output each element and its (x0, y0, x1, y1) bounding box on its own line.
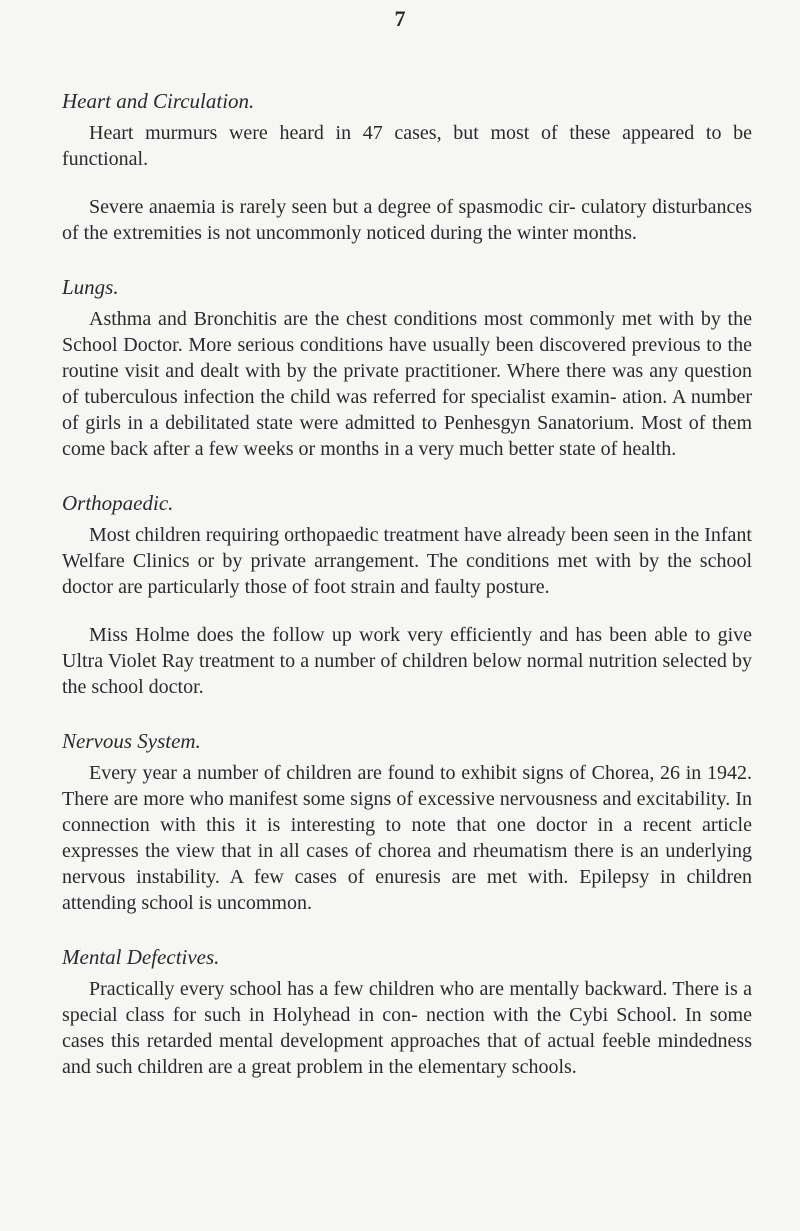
page-number: 7 (394, 6, 406, 31)
section-mental-defectives (62, 944, 752, 1080)
section-heart-circulation (62, 88, 752, 246)
document-body (62, 88, 752, 1108)
paragraph: Heart murmurs were heard in 47 cases, but most of these appeared to be functional. (62, 122, 752, 170)
section-heading: Nervous System. (62, 729, 201, 753)
section-nervous-system (62, 728, 752, 916)
paragraph: Most children requiring orthopaedic treatment have already been seen in the Infant Welfare Clinics or by private arrangement. The conditions met with by the school doctor are particularly those of foot strain and faulty posture. (62, 524, 752, 598)
section-orthopaedic (62, 490, 752, 700)
paragraph: Severe anaemia is rarely seen but a degree of spasmodic cir- culatory disturbances of the extremities is not uncommonly noticed during the winter months. (62, 196, 752, 244)
section-heading: Heart and Circulation. (62, 89, 255, 113)
paragraph: Every year a number of children are found to exhibit signs of Chorea, 26 in 1942. There are more who manifest some signs of excessive nervousness and excitability. In connection with this it is interesting to note that one doctor in a recent article expresses the view that in all cases of chorea and rheumatism there is an underlying nervous instability. A few cases of enuresis are met with. Epilepsy in children attending school is uncommon. (62, 762, 752, 914)
section-heading: Mental Defectives. (62, 945, 220, 969)
section-lungs (62, 274, 752, 462)
paragraph: Practically every school has a few children who are mentally backward. There is a special class for such in Holyhead in con- nection with the Cybi School. In some cases this retarded mental development approaches that of actual feeble mindedness and such children are a great problem in the elementary schools. (62, 978, 752, 1078)
section-heading: Lungs. (62, 275, 119, 299)
paragraph: Miss Holme does the follow up work very efficiently and has been able to give Ultra Violet Ray treatment to a number of children below normal nutrition selected by the school doctor. (62, 624, 752, 698)
paragraph: Asthma and Bronchitis are the chest conditions most commonly met with by the School Doctor. More serious conditions have usually been discovered previous to the routine visit and dealt with by the private practitioner. Where there was any question of tuberculous infection the child was referred for specialist examin- ation. A number of girls in a debilitated state were admitted to Penhesgyn Sanatorium. Most of them come back after a few weeks or months in a very much better state of health. (62, 308, 752, 460)
section-heading: Orthopaedic. (62, 491, 174, 515)
